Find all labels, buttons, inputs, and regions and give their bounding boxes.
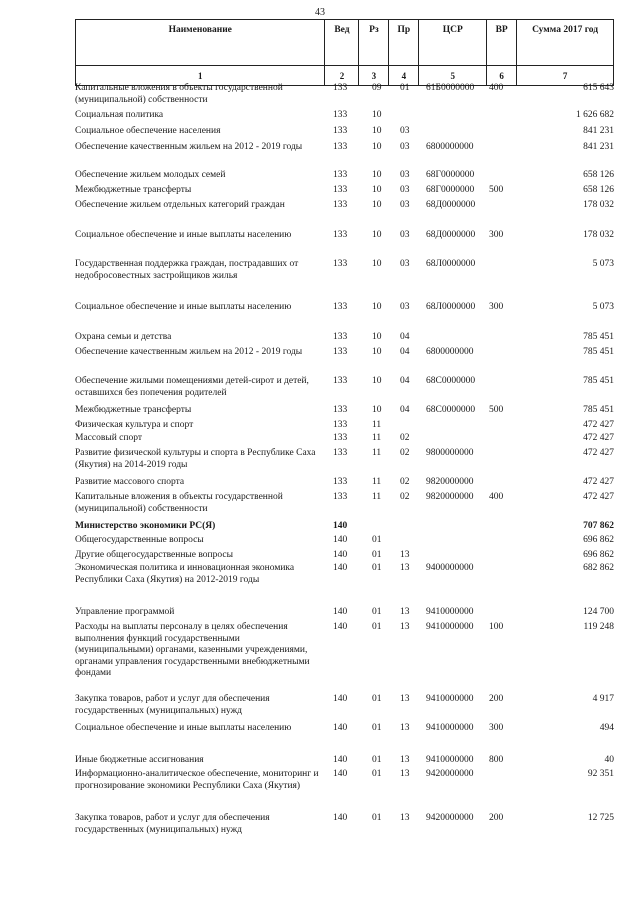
cell-name: Экономическая политика и инновационная экономика Республики Саха (Якутия) на 2012-2019 годы — [75, 563, 295, 585]
cell-sum: 472 427 — [583, 420, 614, 430]
cell-pr: 03 — [400, 230, 410, 240]
cell-name: Массовый спорт — [75, 433, 143, 443]
cell-name: Обеспечение жильем отдельных категорий граждан — [75, 200, 285, 210]
cell-rz: 11 — [372, 420, 382, 430]
cell-csr: 68С0000000 — [426, 376, 476, 386]
cell-pr: 04 — [400, 376, 410, 386]
cell-ved: 133 — [333, 433, 348, 443]
cell-ved: 140 — [333, 813, 348, 823]
cell-name: Социальное обеспечение и иные выплаты населению — [75, 302, 292, 312]
cell-name: Социальное обеспечение населения — [75, 126, 221, 136]
cell-rz: 10 — [372, 302, 382, 312]
cell-csr: 9410000000 — [426, 607, 474, 617]
header-ved: Вед — [325, 20, 359, 66]
cell-rz: 10 — [372, 405, 382, 415]
cell-rz: 09 — [372, 83, 382, 93]
cell-csr: 68Д0000000 — [426, 200, 476, 210]
cell-rz: 01 — [372, 563, 382, 573]
cell-ved: 140 — [333, 769, 348, 779]
cell-csr: 9800000000 — [426, 448, 474, 458]
cell-pr: 04 — [400, 347, 410, 357]
cell-sum: 785 451 — [583, 376, 614, 386]
cell-ved: 133 — [333, 259, 348, 269]
cell-ved: 133 — [333, 405, 348, 415]
cell-pr: 02 — [400, 448, 410, 458]
cell-ved: 133 — [333, 83, 348, 93]
cell-sum: 178 032 — [583, 230, 614, 240]
header-sum: Сумма 2017 год — [517, 20, 614, 66]
cell-name: Обеспечение качественным жильем на 2012 - 2019 годы — [75, 347, 303, 357]
cell-name: Межбюджетные трансферты — [75, 185, 192, 195]
cell-sum: 658 126 — [583, 170, 614, 180]
cell-vr: 800 — [489, 755, 504, 765]
cell-sum: 5 073 — [592, 302, 614, 312]
cell-rz: 01 — [372, 813, 382, 823]
cell-ved: 133 — [333, 376, 348, 386]
table-header — [75, 19, 614, 86]
cell-ved: 133 — [333, 126, 348, 136]
cell-pr: 13 — [400, 723, 410, 733]
cell-ved: 133 — [333, 185, 348, 195]
header-name: Наименование — [76, 20, 325, 66]
cell-rz: 01 — [372, 723, 382, 733]
cell-pr: 13 — [400, 813, 410, 823]
cell-pr: 04 — [400, 332, 410, 342]
cell-ved: 140 — [333, 723, 348, 733]
cell-csr: 9410000000 — [426, 622, 474, 632]
cell-csr: 68Л0000000 — [426, 259, 476, 269]
cell-pr: 13 — [400, 769, 410, 779]
header-index: 5 — [419, 66, 487, 86]
cell-rz: 11 — [372, 433, 382, 443]
cell-ved: 133 — [333, 170, 348, 180]
cell-sum: 707 862 — [583, 521, 614, 531]
cell-sum: 40 — [604, 755, 614, 765]
cell-name: Физическая культура и спорт — [75, 420, 194, 430]
cell-name: Закупка товаров, работ и услуг для обеспечения государственных (муниципальных) нужд — [75, 813, 270, 835]
cell-rz: 01 — [372, 535, 382, 545]
cell-sum: 785 451 — [583, 405, 614, 415]
cell-ved: 133 — [333, 302, 348, 312]
cell-rz: 10 — [372, 170, 382, 180]
cell-pr: 03 — [400, 142, 410, 152]
cell-sum: 615 643 — [583, 83, 614, 93]
header-index: 4 — [389, 66, 419, 86]
cell-rz: 10 — [372, 230, 382, 240]
cell-pr: 02 — [400, 433, 410, 443]
cell-csr: 9420000000 — [426, 813, 474, 823]
cell-vr: 200 — [489, 694, 504, 704]
cell-name: Обеспечение качественным жильем на 2012 - 2019 годы — [75, 142, 303, 152]
cell-name: Расходы на выплаты персоналу в целях обеспечения выполнения функций государственными (муниципальными) органами, казенными учреждениями, органами управления государственными внебюджетными фондами — [75, 622, 310, 678]
header-index: 3 — [359, 66, 389, 86]
cell-pr: 03 — [400, 302, 410, 312]
cell-csr: 9410000000 — [426, 755, 474, 765]
cell-sum: 696 862 — [583, 550, 614, 560]
cell-sum: 124 700 — [583, 607, 614, 617]
cell-name: Капитальные вложения в объекты государственной (муниципальной) собственности — [75, 83, 283, 105]
cell-rz: 10 — [372, 332, 382, 342]
cell-ved: 133 — [333, 142, 348, 152]
cell-name: Другие общегосударственные вопросы — [75, 550, 233, 560]
header-index: 6 — [487, 66, 517, 86]
cell-name: Капитальные вложения в объекты государственной (муниципальной) собственности — [75, 492, 283, 514]
cell-vr: 200 — [489, 813, 504, 823]
header-vr: ВР — [487, 20, 517, 66]
cell-csr: 9400000000 — [426, 563, 474, 573]
cell-rz: 11 — [372, 492, 382, 502]
cell-pr: 02 — [400, 477, 410, 487]
cell-pr: 13 — [400, 550, 410, 560]
cell-sum: 785 451 — [583, 332, 614, 342]
cell-sum: 178 032 — [583, 200, 614, 210]
cell-name: Охрана семьи и детства — [75, 332, 172, 342]
header-csr: ЦСР — [419, 20, 487, 66]
cell-name: Социальная политика — [75, 110, 164, 120]
cell-vr: 400 — [489, 83, 504, 93]
cell-name: Социальное обеспечение и иные выплаты населению — [75, 230, 292, 240]
cell-rz: 11 — [372, 477, 382, 487]
cell-ved: 140 — [333, 563, 348, 573]
cell-rz: 11 — [372, 448, 382, 458]
cell-pr: 13 — [400, 563, 410, 573]
cell-rz: 01 — [372, 550, 382, 560]
cell-rz: 01 — [372, 607, 382, 617]
cell-rz: 10 — [372, 185, 382, 195]
cell-sum: 92 351 — [587, 769, 614, 779]
cell-pr: 13 — [400, 755, 410, 765]
cell-sum: 4 917 — [592, 694, 614, 704]
cell-vr: 300 — [489, 230, 504, 240]
cell-ved: 140 — [333, 535, 348, 545]
cell-vr: 300 — [489, 302, 504, 312]
cell-csr: 9420000000 — [426, 769, 474, 779]
cell-sum: 5 073 — [592, 259, 614, 269]
cell-sum: 494 — [599, 723, 614, 733]
cell-rz: 10 — [372, 142, 382, 152]
cell-sum: 472 427 — [583, 448, 614, 458]
header-index: 2 — [325, 66, 359, 86]
cell-name: Социальное обеспечение и иные выплаты населению — [75, 723, 292, 733]
cell-ved: 140 — [333, 694, 348, 704]
cell-sum: 1 626 682 — [576, 110, 614, 120]
cell-name: Закупка товаров, работ и услуг для обеспечения государственных (муниципальных) нужд — [75, 694, 270, 716]
cell-rz: 10 — [372, 347, 382, 357]
cell-sum: 785 451 — [583, 347, 614, 357]
cell-pr: 13 — [400, 622, 410, 632]
cell-sum: 472 427 — [583, 492, 614, 502]
cell-rz: 01 — [372, 769, 382, 779]
header-index: 1 — [76, 66, 325, 86]
cell-name: Развитие физической культуры и спорта в Республике Саха (Якутия) на 2014-2019 годы — [75, 448, 316, 470]
cell-name: Общегосударственные вопросы — [75, 535, 204, 545]
cell-sum: 841 231 — [583, 142, 614, 152]
cell-name: Информационно-аналитическое обеспечение, мониторинг и прогнозирование экономики Республики Саха (Якутия) — [75, 769, 319, 791]
cell-name: Государственная поддержка граждан, пострадавших от недобросовестных застройщиков жилья — [75, 259, 299, 281]
cell-rz: 10 — [372, 376, 382, 386]
cell-ved: 133 — [333, 448, 348, 458]
cell-rz: 10 — [372, 110, 382, 120]
cell-pr: 13 — [400, 607, 410, 617]
cell-vr: 300 — [489, 723, 504, 733]
cell-sum: 119 248 — [583, 622, 614, 632]
header-rz: Рз — [359, 20, 389, 66]
cell-csr: 68С0000000 — [426, 405, 476, 415]
cell-ved: 133 — [333, 477, 348, 487]
cell-csr: 9410000000 — [426, 723, 474, 733]
cell-csr: 9820000000 — [426, 477, 474, 487]
cell-ved: 133 — [333, 110, 348, 120]
cell-pr: 01 — [400, 83, 410, 93]
cell-rz: 01 — [372, 755, 382, 765]
cell-pr: 03 — [400, 200, 410, 210]
cell-ved: 133 — [333, 347, 348, 357]
cell-csr: 68Г0000000 — [426, 185, 475, 195]
cell-name: Обеспечение жилыми помещениями детей-сирот и детей, оставшихся без попечения родителей — [75, 376, 309, 398]
cell-pr: 03 — [400, 170, 410, 180]
cell-name: Развитие массового спорта — [75, 477, 185, 487]
cell-name: Межбюджетные трансферты — [75, 405, 192, 415]
cell-vr: 100 — [489, 622, 504, 632]
cell-ved: 133 — [333, 332, 348, 342]
cell-pr: 13 — [400, 694, 410, 704]
cell-sum: 841 231 — [583, 126, 614, 136]
cell-rz: 10 — [372, 200, 382, 210]
cell-csr: 6800000000 — [426, 347, 474, 357]
cell-sum: 472 427 — [583, 477, 614, 487]
cell-csr: 9820000000 — [426, 492, 474, 502]
cell-rz: 10 — [372, 126, 382, 136]
cell-csr: 68Д0000000 — [426, 230, 476, 240]
cell-csr: 68Г0000000 — [426, 170, 475, 180]
cell-csr: 9410000000 — [426, 694, 474, 704]
cell-sum: 472 427 — [583, 433, 614, 443]
cell-ved: 140 — [333, 550, 348, 560]
cell-ved: 140 — [333, 607, 348, 617]
header-index: 7 — [517, 66, 614, 86]
cell-sum: 682 862 — [583, 563, 614, 573]
cell-ved: 133 — [333, 200, 348, 210]
cell-csr: 61Б0000000 — [426, 83, 475, 93]
cell-rz: 01 — [372, 622, 382, 632]
cell-name: Обеспечение жильем молодых семей — [75, 170, 226, 180]
page-number: 43 — [315, 7, 325, 18]
cell-vr: 500 — [489, 185, 504, 195]
cell-vr: 400 — [489, 492, 504, 502]
cell-ved: 140 — [333, 622, 348, 632]
cell-pr: 03 — [400, 185, 410, 195]
cell-name: Министерство экономики РС(Я) — [75, 521, 216, 531]
cell-ved: 140 — [333, 755, 348, 765]
cell-ved: 133 — [333, 230, 348, 240]
cell-sum: 12 725 — [587, 813, 614, 823]
cell-sum: 696 862 — [583, 535, 614, 545]
cell-ved: 133 — [333, 492, 348, 502]
cell-ved: 140 — [333, 521, 348, 531]
cell-vr: 500 — [489, 405, 504, 415]
cell-ved: 133 — [333, 420, 348, 430]
cell-name: Управление программой — [75, 607, 175, 617]
cell-pr: 03 — [400, 259, 410, 269]
cell-csr: 68Л0000000 — [426, 302, 476, 312]
header-pr: Пр — [389, 20, 419, 66]
cell-pr: 04 — [400, 405, 410, 415]
cell-csr: 6800000000 — [426, 142, 474, 152]
cell-pr: 03 — [400, 126, 410, 136]
cell-rz: 10 — [372, 259, 382, 269]
cell-name: Иные бюджетные ассигнования — [75, 755, 204, 765]
cell-sum: 658 126 — [583, 185, 614, 195]
cell-rz: 01 — [372, 694, 382, 704]
cell-pr: 02 — [400, 492, 410, 502]
